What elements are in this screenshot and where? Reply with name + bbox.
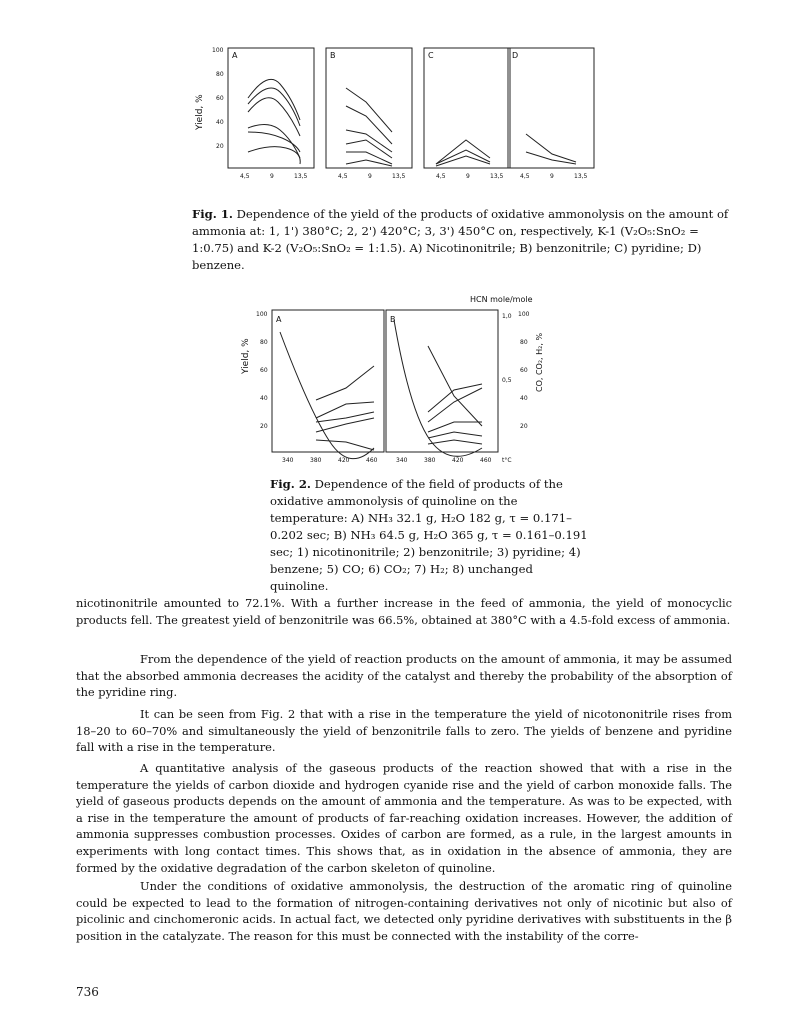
fig1-ylabel: Yield, % xyxy=(195,94,205,130)
fig1-xtick: 13,5 xyxy=(294,173,308,180)
fig1-caption xyxy=(192,206,730,274)
fig2-panel-a-frame xyxy=(272,310,384,452)
fig1-ytick: 20 xyxy=(216,143,224,150)
fig2-xtick: 460 xyxy=(480,457,492,464)
fig1-caption-label: Fig. 1. xyxy=(192,207,233,221)
fig1-xtick: 9 xyxy=(466,173,470,180)
fig2-ytick-right: 20 xyxy=(520,423,528,430)
fig1-ytick: 40 xyxy=(216,119,224,126)
fig2-ytick-right: 60 xyxy=(520,367,528,374)
fig2-xtick: 340 xyxy=(396,457,408,464)
fig2-caption-label: Fig. 2. xyxy=(270,477,311,491)
fig2-ytick-right: 80 xyxy=(520,339,528,346)
fig1-xtick: 13,5 xyxy=(574,173,588,180)
fig2-caption xyxy=(270,476,590,595)
fig2-hcn-tick: 0,5 xyxy=(502,377,512,384)
fig2-hcn-tick: 1,0 xyxy=(502,313,512,320)
body-paragraph-2: From the dependence of the yield of reaction products on the amount of ammonia, it may be assumed that the absorbed ammonia decreases the acidity of the catalyst and thereby the probability of the absorption of the pyridine ring. xyxy=(76,652,732,700)
fig1-panel-b-curves xyxy=(346,88,392,166)
fig2-panel-label-a: A xyxy=(276,315,282,324)
fig1-xtick: 4,5 xyxy=(338,173,348,180)
fig2-ytick-left: 100 xyxy=(256,311,268,318)
figure-2 xyxy=(230,292,570,470)
fig1-xtick: 4,5 xyxy=(240,173,250,180)
body-paragraph-1: nicotinonitrile amounted to 72.1%. With a further increase in the feed of ammonia, the yield of monocyclic products fell. The greatest yield of benzonitrile was 66.5%, obtained at 380°C with a 4.5-fold excess of ammonia. xyxy=(76,596,732,627)
fig2-xtick: 420 xyxy=(338,457,350,464)
fig2-xtick: 380 xyxy=(424,457,436,464)
fig1-ytick: 80 xyxy=(216,71,224,78)
fig2-ytick-left: 20 xyxy=(260,423,268,430)
fig1-xtick: 9 xyxy=(270,173,274,180)
body-paragraph-5: Under the conditions of oxidative ammonolysis, the destruction of the aromatic ring of quinoline could be expected to lead to the formation of nitrogen-containing derivatives not only of nicotinic but also of picolinic and cinchomeronic acids. In actual fact, we detected only pyridine derivatives with substituents in the β position in the catalyzate. The reason for this must be connected with the instability of the corre- xyxy=(76,879,732,943)
fig1-panel-d-frame xyxy=(508,48,594,168)
body-paragraph-3: It can be seen from Fig. 2 that with a rise in the temperature the yield of nicotononitrile rises from 18–20 to 60–70% and simultaneously the yield of benzonitrile falls to zero. The yields of benzene and pyridine fall with a rise in the temperature. xyxy=(76,707,732,755)
fig2-top-right-label: HCN mole/mole xyxy=(470,295,533,304)
fig2-ytick-left: 80 xyxy=(260,339,268,346)
fig1-xtick: 9 xyxy=(550,173,554,180)
fig1-panel-c-curves xyxy=(436,140,490,166)
fig2-ytick-right: 40 xyxy=(520,395,528,402)
fig1-xtick: 13,5 xyxy=(490,173,504,180)
fig1-ytick: 100 xyxy=(212,47,224,54)
fig1-panel-a-curves xyxy=(248,79,300,164)
fig2-panel-b-frame xyxy=(386,310,498,452)
fig1-panel-b-frame xyxy=(326,48,412,168)
fig2-xtick: 380 xyxy=(310,457,322,464)
fig1-xtick: 4,5 xyxy=(436,173,446,180)
fig1-panel-label-c: C xyxy=(428,51,434,60)
fig1-xtick: 13,5 xyxy=(392,173,406,180)
fig1-ytick: 60 xyxy=(216,95,224,102)
fig2-ytick-left: 60 xyxy=(260,367,268,374)
fig1-caption-text: Dependence of the yield of the products of oxidative ammonolysis on the amount of ammonia at: 1, 1') 380°C; 2, 2') 420°C; 3, 3') 450°C on, respectively, K-1 (V₂O₅:SnO₂ = 1:0.75) and K-2 (V₂O₅:SnO₂ = 1:1.5). A) Nicotinonitrile; B) benzonitrile; C) pyridine; D) benzene. xyxy=(192,207,729,272)
fig2-ytick-left: 40 xyxy=(260,395,268,402)
fig2-ylabel-left: Yield, % xyxy=(241,338,251,374)
fig2-caption-text: Dependence of the field of products of the oxidative ammonolysis of quinoline on the temperature: A) NH₃ 32.1 g, H₂O 182 g, τ = 0.171–0.202 sec; B) NH₃ 64.5 g, H₂O 365 g, τ = 0.161–0.191 sec; 1) nicotinonitrile; 2) benzonitrile; 3) pyridine; 4) benzene; 5) CO; 6) CO₂; 7) H₂; 8) unchanged quinoline. xyxy=(270,477,588,593)
fig2-panel-b-curves xyxy=(394,320,482,456)
fig2-xtick: 420 xyxy=(452,457,464,464)
fig1-panel-label-b: B xyxy=(330,51,336,60)
fig2-xtick: 340 xyxy=(282,457,294,464)
body-paragraph-4: A quantitative analysis of the gaseous products of the reaction showed that with a rise in the temperature the yields of carbon dioxide and hydrogen cyanide rise and the yield of carbon monoxide falls. The yield of gaseous products depends on the amount of ammonia and the temperature. As was to be expected, with a rise in the temperature the amount of products of far-reaching oxidation increases. However, the addition of ammonia suppresses combustion processes. Oxides of carbon are formed, as a rule, in the largest amounts in experiments with long contact times. This shows that, as in oxidation in the absence of ammonia, they are formed by the oxidative degradation of the carbon skeleton of quinoline. xyxy=(76,761,732,875)
fig2-ylabel-right: CO, CO₂, H₂, % xyxy=(535,332,544,392)
fig1-panel-a-frame xyxy=(228,48,314,168)
page-number: 736 xyxy=(76,985,99,999)
fig2-xtick: 460 xyxy=(366,457,378,464)
fig1-panel-d-curves xyxy=(526,134,576,164)
fig1-panel-label-a: A xyxy=(232,51,238,60)
fig1-xtick: 9 xyxy=(368,173,372,180)
fig2-panel-label-b: B xyxy=(390,315,396,324)
fig2-xunit: t°C xyxy=(502,457,512,464)
fig2-panel-a-curves xyxy=(280,332,374,459)
figure-1 xyxy=(190,40,620,190)
fig2-ytick-right: 100 xyxy=(518,311,530,318)
fig1-panel-label-d: D xyxy=(512,51,519,60)
fig1-xtick: 4,5 xyxy=(520,173,530,180)
